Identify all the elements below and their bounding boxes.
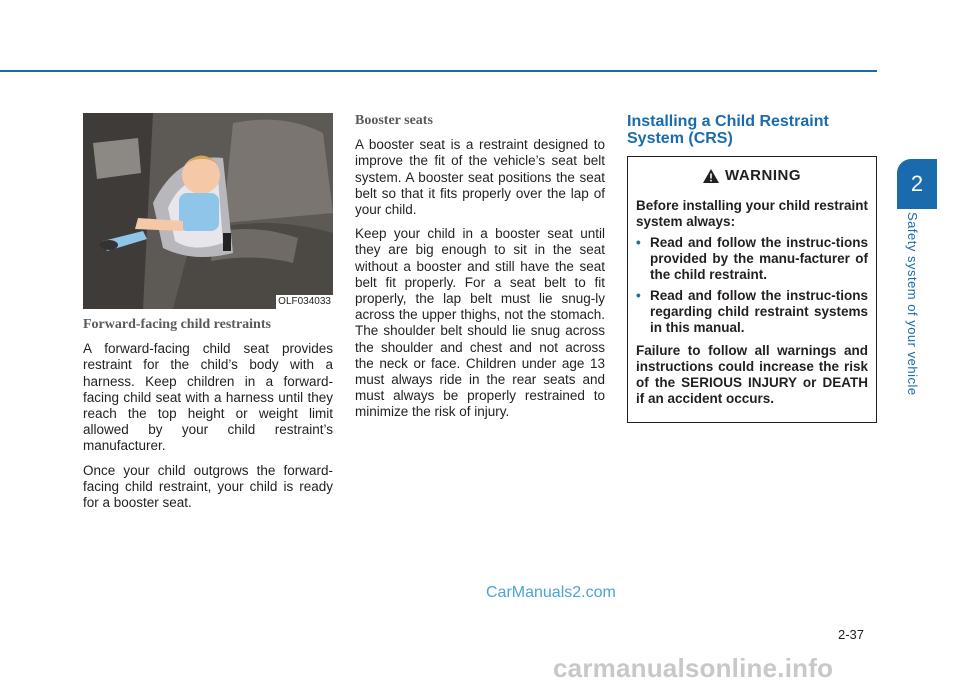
paragraph: A forward-facing child seat provides restraint for the child’s body with a harness. Keep children in a forward-facing child seat with a harness until they reach the top height or weight limit allowed by your child restraint’s manufacturer. [83, 341, 333, 454]
chapter-number-tab[interactable]: 2 [897, 159, 937, 209]
section-heading-installing-crs: Installing a Child Restraint System (CRS) [627, 113, 829, 147]
bullet-icon: • [636, 235, 641, 250]
child-seat-photo [83, 113, 333, 309]
paragraph: Once your child outgrows the forward-facing child restraint, your child is ready for a booster seat. [83, 462, 333, 511]
bullet-icon: • [636, 288, 641, 303]
warning-list-item-text: Read and follow the instruc-tions provided by the manu-facturer of the child restraint. [650, 235, 868, 282]
warning-body [628, 196, 876, 422]
warning-header [628, 157, 876, 196]
column-1 [83, 113, 333, 519]
watermark-link[interactable]: CarManuals2.com [486, 584, 616, 601]
paragraph: Keep your child in a booster seat until they are big enough to sit in the seat without a booster and still have the seat belt fit properly. For a seat belt to fit properly, the lap belt must lie snug-ly across the upper thighs, not the stomach. The shoulder belt should lie snug across the shoulder and chest and not across the neck or face. Children under age 13 must always ride in the rear seats and must always be properly restrained to minimize the risk of injury. [355, 226, 605, 420]
section-heading-booster-seats: Booster seats [355, 113, 433, 128]
warning-box [627, 156, 877, 423]
warning-outro: Failure to follow all warnings and instructions could increase the risk of the SERIOUS INJURY or DEATH if an accident occurs. [636, 343, 868, 406]
column-3 [627, 113, 877, 423]
warning-list [636, 235, 868, 336]
warning-title: WARNING [725, 166, 801, 184]
column-2 [355, 113, 605, 429]
child-in-car-seat-illustration [83, 113, 333, 309]
header-rule [0, 70, 877, 72]
paragraph: A booster seat is a restraint designed to improve the fit of the vehicle’s seat belt system. A booster seat positions the seat belt so that it fits properly over the lap of your child. [355, 137, 605, 218]
warning-list-item [636, 235, 868, 283]
warning-triangle-icon [703, 169, 719, 183]
warning-list-item [636, 288, 868, 336]
chapter-title: Safety system of your vehicle [905, 212, 920, 396]
section-heading-forward-facing: Forward-facing child restraints [83, 317, 271, 332]
warning-intro: Before installing your child restraint system always: [636, 198, 868, 229]
page-number: 2-37 [838, 627, 865, 642]
photo-caption: OLF034033 [278, 296, 331, 307]
watermark-footer: carmanualsonline.info [553, 653, 834, 683]
warning-list-item-text: Read and follow the instruc-tions regarding child restraint systems in this manual. [650, 288, 868, 335]
